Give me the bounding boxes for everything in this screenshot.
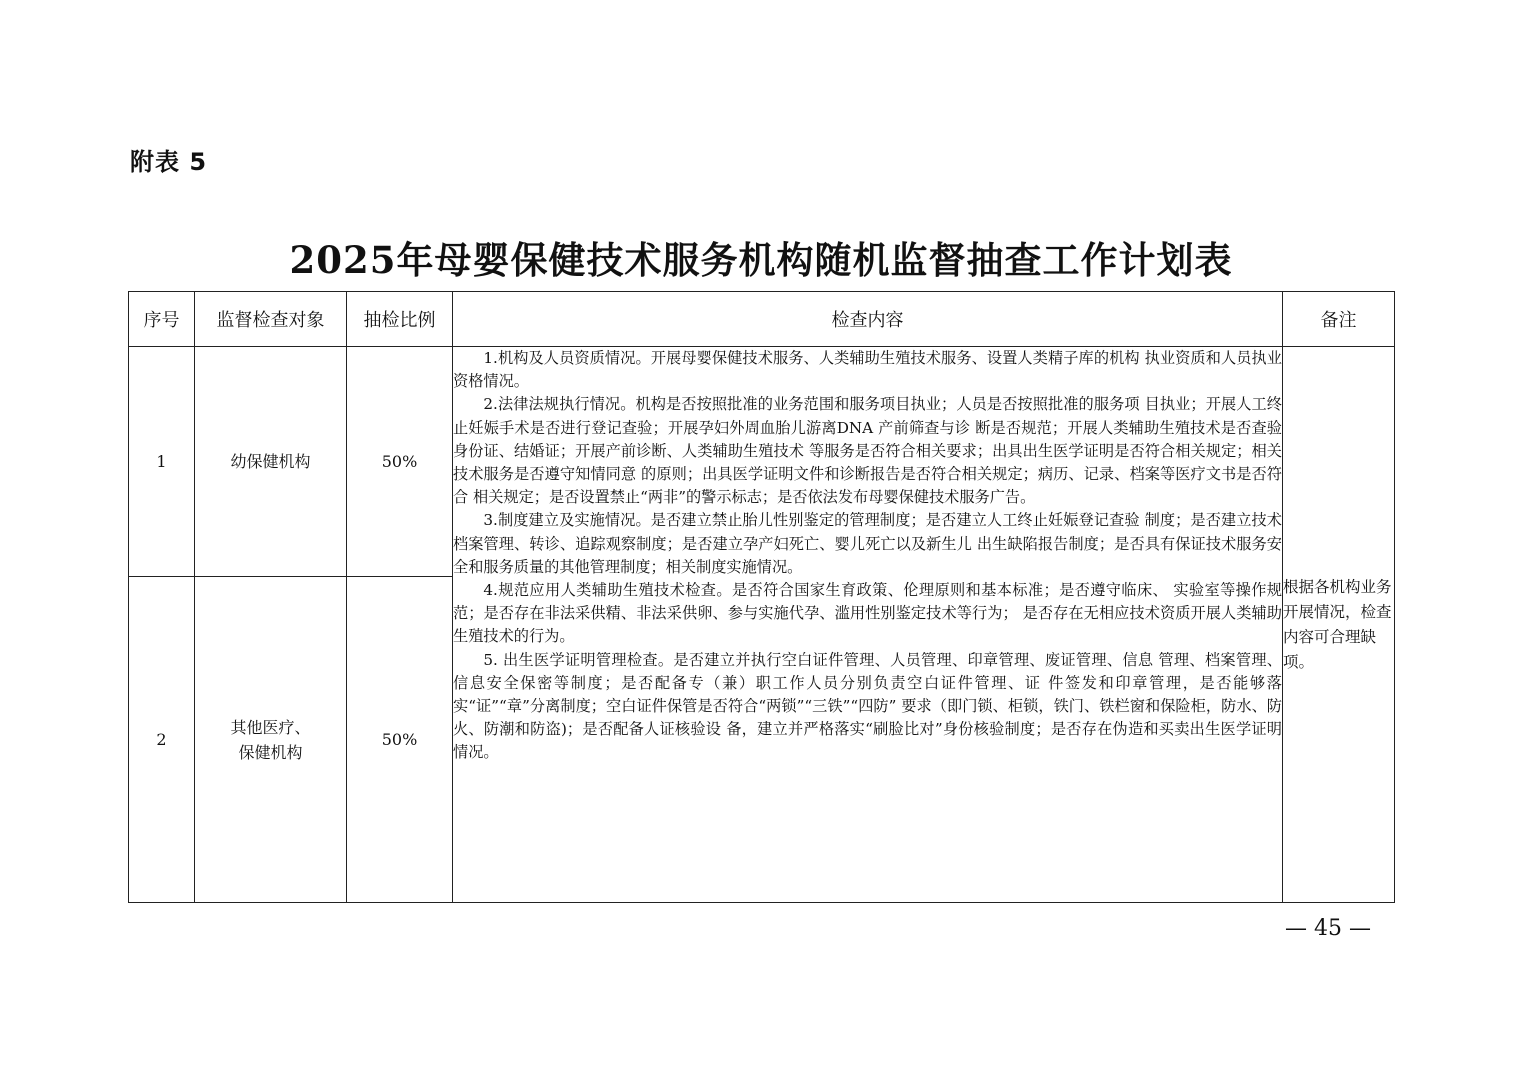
remark-cell: 根据各机构业务开展情况，检查内容可合理缺项。 bbox=[1283, 347, 1395, 903]
page-number: — 45 — bbox=[1285, 916, 1371, 941]
content-item: 4.规范应用人类辅助生殖技术检查。是否符合国家生育政策、伦理原则和基本标准；是否遵守临床、 实验室等操作规范；是否存在非法采供精、非法采供卵、参与实施代孕、滥用性别鉴定技术等行为； 是否存在无相应技术资质开展人类辅助生殖技术的行为。 bbox=[453, 581, 1282, 646]
header-inspection-target: 监督检查对象 bbox=[195, 292, 347, 347]
row-inspection-target: 幼保健机构 bbox=[195, 347, 347, 577]
content-item: 1.机构及人员资质情况。开展母婴保健技术服务、人类辅助生殖技术服务、设置人类精子库的机构 执业资质和人员执业资格情况。 bbox=[453, 349, 1282, 391]
inspection-plan-table bbox=[128, 291, 1395, 903]
row-sampling-ratio: 50% bbox=[347, 577, 453, 903]
header-sampling-ratio: 抽检比例 bbox=[347, 292, 453, 347]
document-title: 2025年母婴保健技术服务机构随机监督抽查工作计划表 bbox=[289, 238, 1233, 282]
row-serial-number: 2 bbox=[129, 577, 195, 903]
row-sampling-ratio: 50% bbox=[347, 347, 453, 577]
header-serial-number: 序号 bbox=[129, 292, 195, 347]
row-inspection-target-text: 其他医疗、保健机构 bbox=[230, 717, 311, 762]
table-row bbox=[129, 347, 1395, 577]
content-item: 5. 出生医学证明管理检查。是否建立并执行空白证件管理、人员管理、印章管理、废证管理、信息 管理、档案管理、信息安全保密等制度；是否配备专（兼）职工作人员分别负责空白证件管理、证 件签发和印章管理，是否能够落实“证”“章”分离制度；空白证件保管是否符合“两锁”“三铁”“四防” 要求（即门锁、柜锁，铁门、铁栏窗和保险柜，防水、防火、防潮和防盗)；是否配备人证核验设 备，建立并严格落实“刷脸比对”身份核验制度；是否存在伪造和买卖出生医学证明情况。 bbox=[453, 650, 1282, 762]
row-inspection-target bbox=[195, 577, 347, 903]
content-item: 2.法律法规执行情况。机构是否按照批准的业务范围和服务项目执业；人员是否按照批准的服务项 目执业；开展人工终止妊娠手术是否进行登记查验；开展孕妇外周血胎儿游离DNA 产前筛查与诊 断是否规范；开展人类辅助生殖技术是否查验身份证、结婚证；开展产前诊断、人类辅助生殖技术 等服务是否符合相关要求；出具出生医学证明是否符合相关规定；相关技术服务是否遵守知情同意 的原则；出具医学证明文件和诊断报告是否符合相关规定；病历、记录、档案等医疗文书是否符合 相关规定；是否设置禁止“两非”的警示标志；是否依法发布母婴保健技术服务广告。 bbox=[453, 395, 1282, 507]
attachment-label: 附表 5 bbox=[130, 148, 208, 176]
inspection-content-cell bbox=[453, 347, 1283, 903]
table-header-row bbox=[129, 292, 1395, 347]
content-item: 3.制度建立及实施情况。是否建立禁止胎儿性别鉴定的管理制度；是否建立人工终止妊娠登记查验 制度；是否建立技术档案管理、转诊、追踪观察制度；是否建立孕产妇死亡、婴儿死亡以及新生儿 出生缺陷报告制度；是否具有保证技术服务安全和服务质量的其他管理制度；相关制度实施情况。 bbox=[453, 511, 1282, 576]
header-inspection-content: 检查内容 bbox=[453, 292, 1283, 347]
header-remark: 备注 bbox=[1283, 292, 1395, 347]
row-serial-number: 1 bbox=[129, 347, 195, 577]
